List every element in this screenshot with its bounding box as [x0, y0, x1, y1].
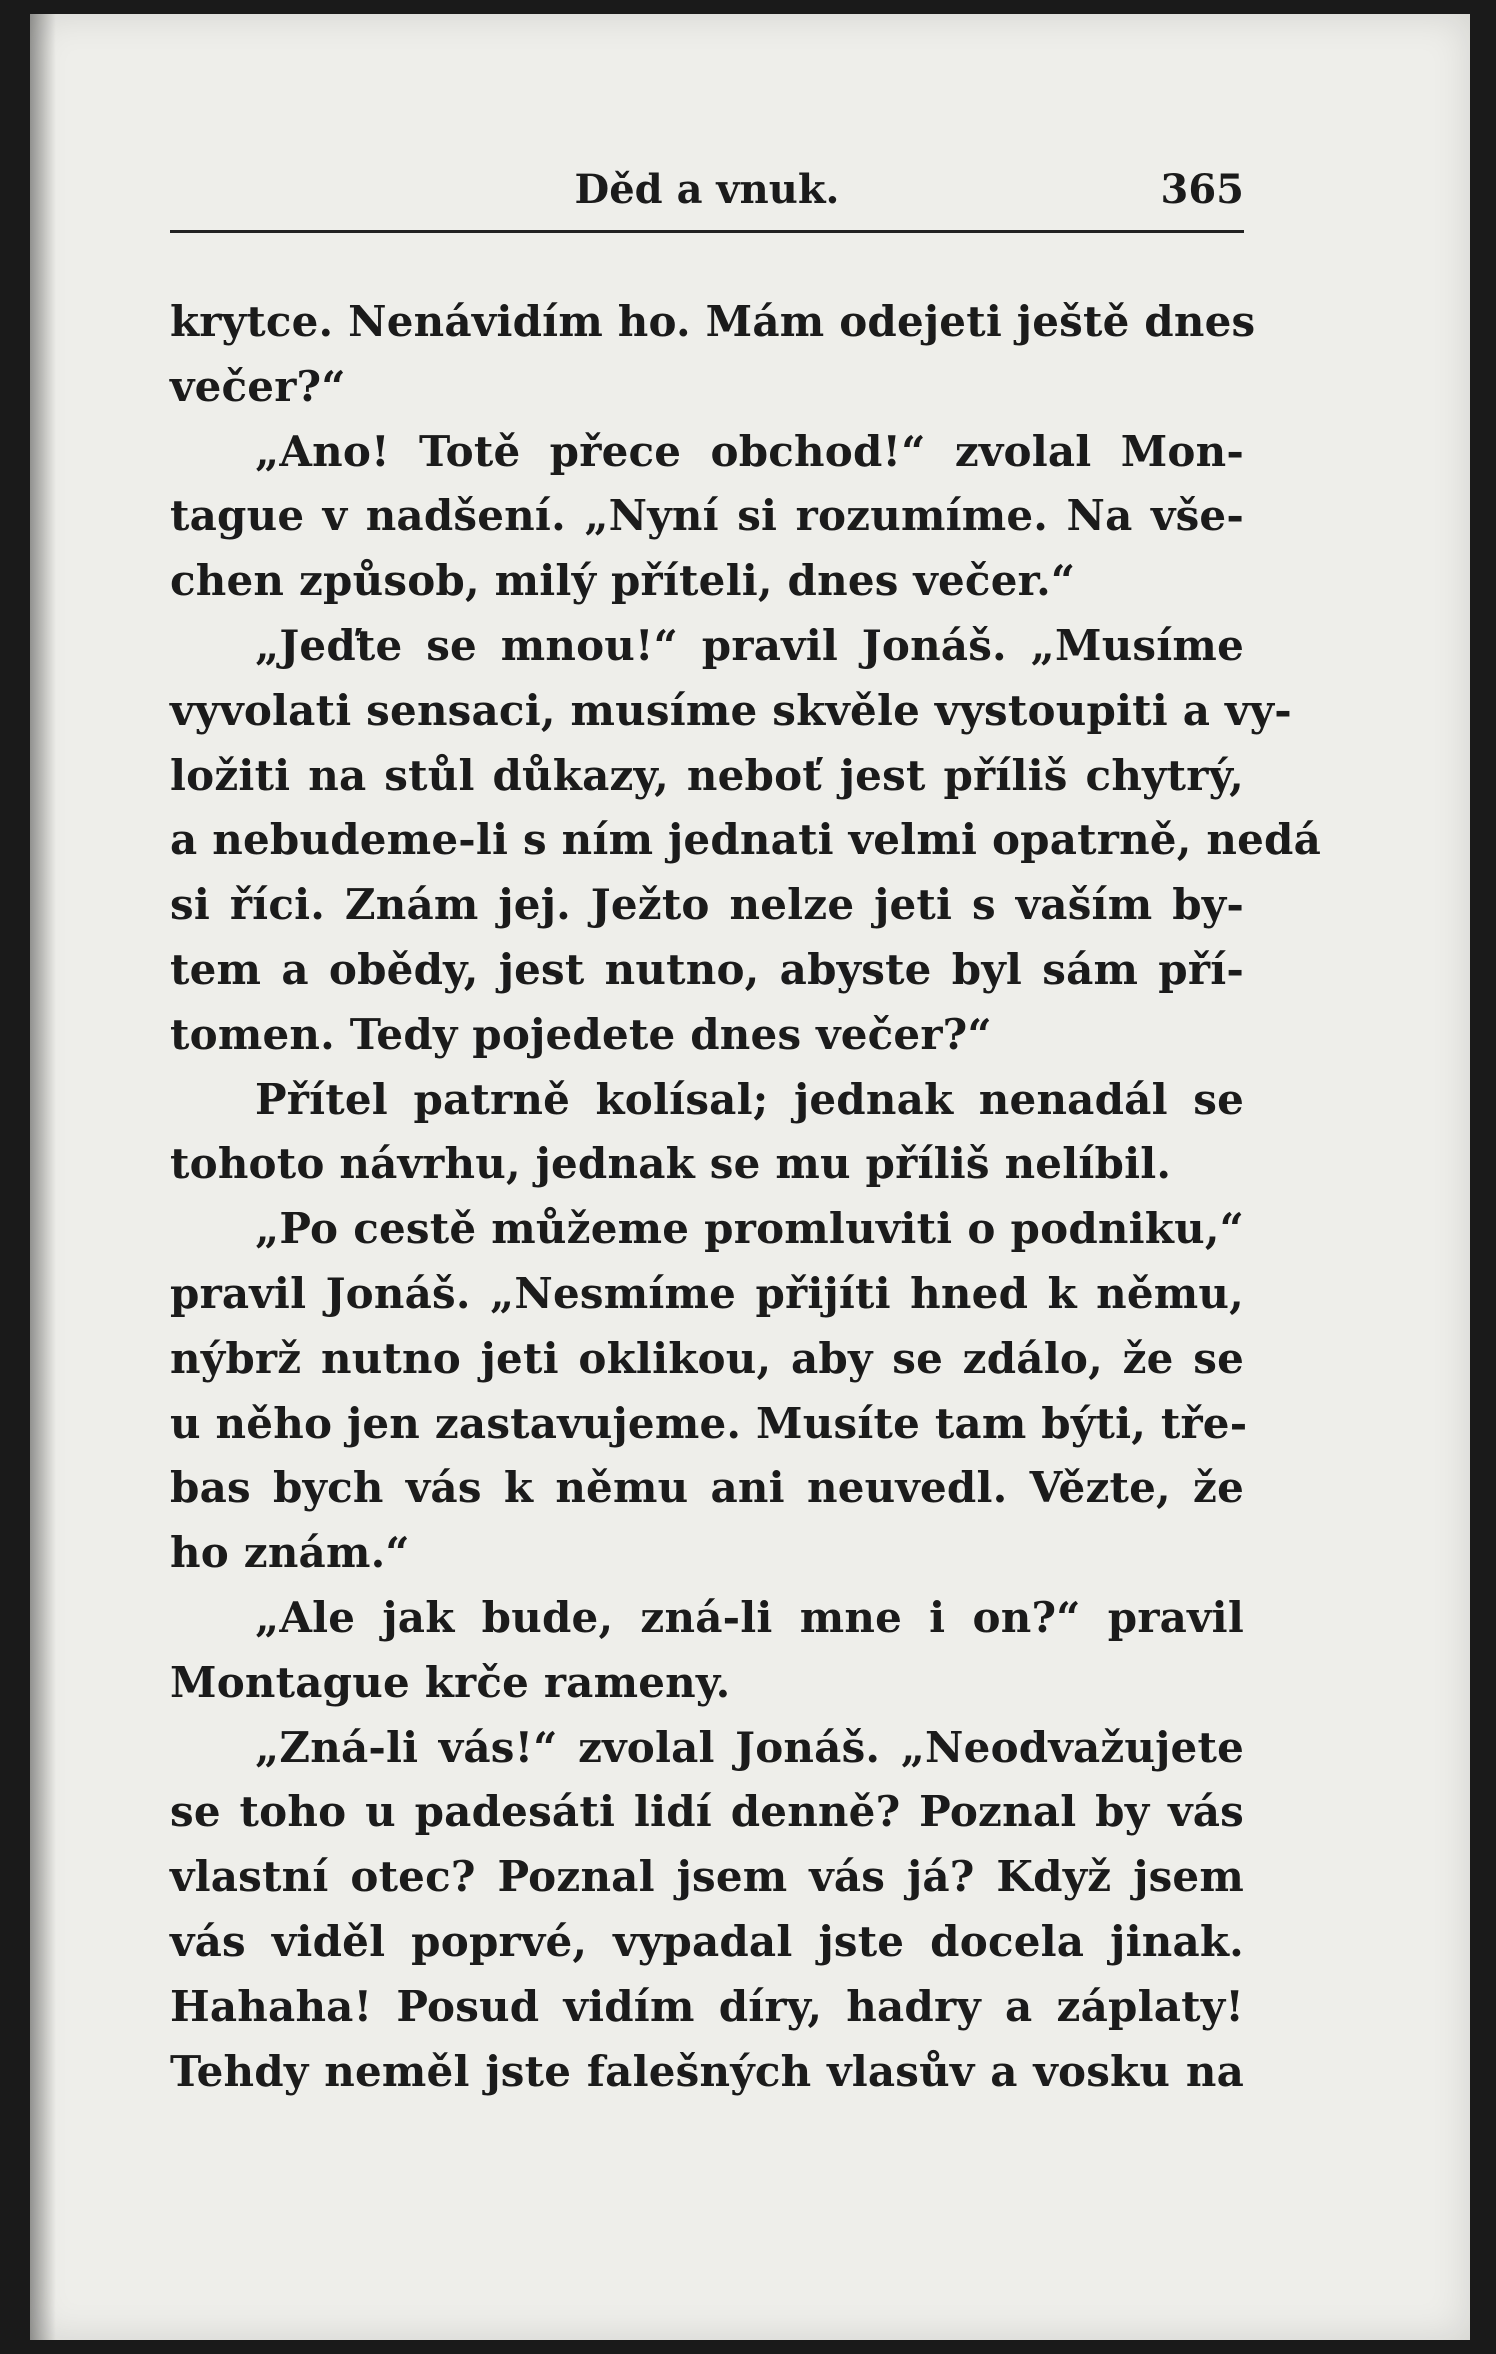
text-line: nýbrž nutno jeti oklikou, aby se zdálo, že se — [170, 1333, 1244, 1383]
text-line: Montague krče rameny. — [170, 1657, 731, 1707]
text-line: „Ano! Totě přece obchod!“ zvolal Mon- — [255, 426, 1244, 476]
text-line: bas bych vás k němu ani neuvedl. Vězte, že — [170, 1463, 1244, 1513]
text-line: „Po cestě můžeme promluviti o podniku,“ — [255, 1204, 1244, 1254]
text-line: vyvolati sensaci, musíme skvěle vystoupiti a vy- — [170, 685, 1292, 735]
text-line: vlastní otec? Poznal jsem vás já? Když jsem — [170, 1852, 1244, 1902]
text-line: „Ale jak bude, zná-li mne i on?“ pravil — [255, 1592, 1244, 1642]
text-line: pravil Jonáš. „Nesmíme přijíti hned k němu, — [170, 1268, 1244, 1318]
text-line: ložiti na stůl důkazy, neboť jest příliš chytrý, — [170, 750, 1244, 800]
text-line: si říci. Znám jej. Ježto nelze jeti s vaším by- — [170, 880, 1244, 930]
text-line: tohoto návrhu, jednak se mu příliš nelíbil. — [170, 1139, 1172, 1189]
text-line: „Jeďte se mnou!“ pravil Jonáš. „Musíme — [255, 620, 1244, 670]
body-text — [170, 290, 1322, 2104]
text-line: u něho jen zastavujeme. Musíte tam býti, tře- — [170, 1398, 1248, 1448]
text-line: tague v nadšení. „Nyní si rozumíme. Na vše- — [170, 491, 1244, 541]
running-header — [170, 150, 1244, 233]
text-line: večer?“ — [170, 361, 346, 411]
page-number: 365 — [1160, 166, 1244, 213]
text-line: chen způsob, milý příteli, dnes večer.“ — [170, 556, 1076, 606]
text-line: tem a obědy, jest nutno, abyste byl sám pří- — [170, 944, 1244, 994]
text-line: se toho u padesáti lidí denně? Poznal by vás — [170, 1787, 1244, 1837]
text-line: Tehdy neměl jste falešných vlasův a vosku na — [170, 2046, 1244, 2096]
text-line: a nebudeme-li s ním jednati velmi opatrně, nedá — [170, 815, 1322, 865]
text-line: krytce. Nenávidím ho. Mám odejeti ještě dnes — [170, 297, 1256, 346]
text-line: vás viděl poprvé, vypadal jste docela jinak. — [170, 1916, 1244, 1966]
text-line: ho znám.“ — [170, 1528, 410, 1578]
text-line: tomen. Tedy pojedete dnes večer?“ — [170, 1009, 992, 1059]
chapter-title: Děd a vnuk. — [574, 166, 840, 213]
text-line: Hahaha! Posud vidím díry, hadry a záplaty! — [170, 1981, 1244, 2031]
text-line: „Zná-li vás!“ zvolal Jonáš. „Neodvažujete — [255, 1722, 1244, 1772]
text-line: Přítel patrně kolísal; jednak nenadál se — [255, 1074, 1244, 1124]
